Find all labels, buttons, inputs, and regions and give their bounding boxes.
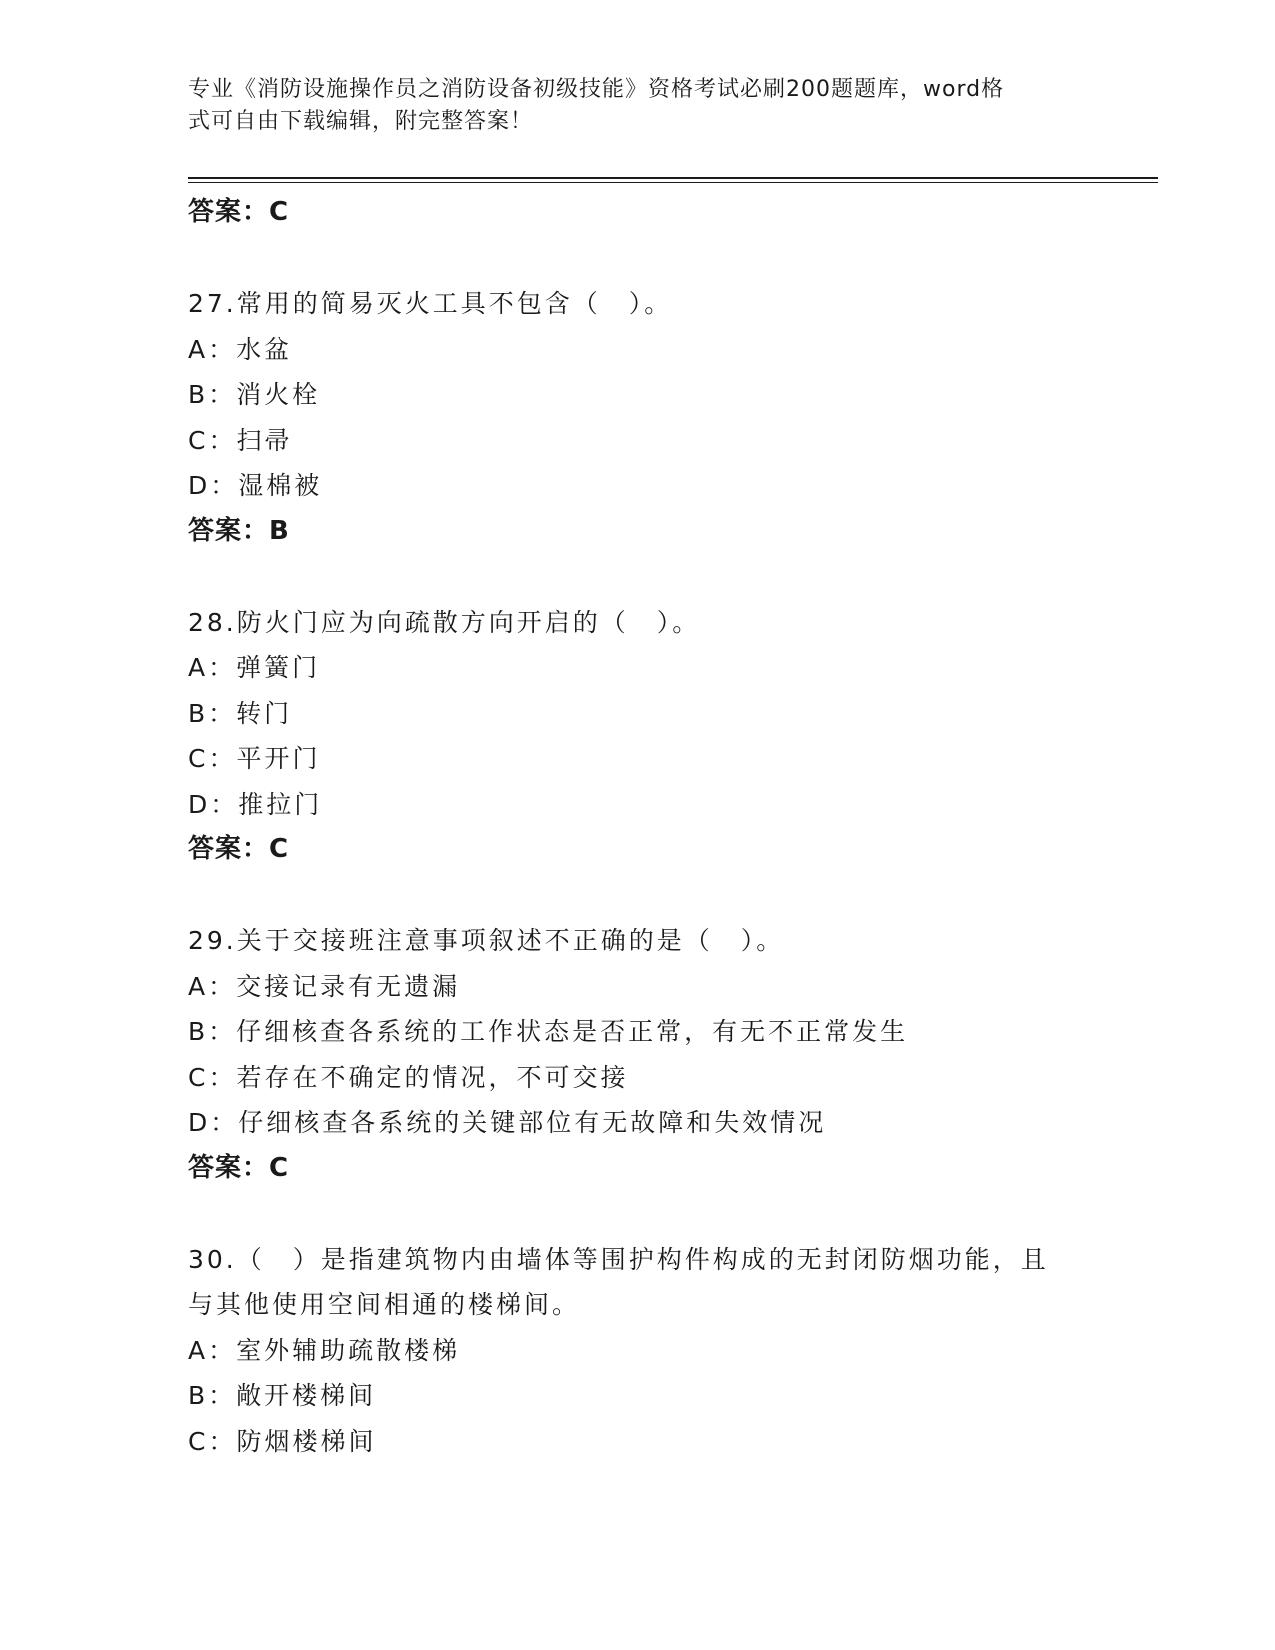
option-c: C：扫帚 (188, 425, 293, 455)
answer-line: 答案：C (188, 1152, 290, 1183)
spacer (188, 1191, 1088, 1237)
header-divider-thick (188, 177, 1158, 179)
document-header (188, 74, 1068, 138)
question-block (188, 281, 1088, 554)
question-block (188, 918, 1088, 1191)
question-stem: 27.常用的简易灭火工具不包含（ ）。 (188, 289, 673, 318)
option-d: D：仔细核查各系统的关键部位有无故障和失效情况 (188, 1108, 827, 1137)
question-stem-line-2: 与其他使用空间相通的楼梯间。 (188, 1290, 581, 1319)
question-block (188, 600, 1088, 873)
option-b: B：消火栓 (188, 380, 321, 409)
option-b: B：敞开楼梯间 (188, 1381, 377, 1410)
answer-line: 答案：C (188, 834, 290, 864)
question-list (188, 190, 1088, 1464)
answer-line: 答案：C (188, 197, 290, 227)
option-a: A：室外辅助疏散楼梯 (188, 1335, 461, 1365)
option-a: A：交接记录有无遗漏 (188, 971, 461, 1001)
option-c: C：平开门 (188, 744, 321, 773)
option-a: A：水盆 (188, 334, 293, 364)
spacer (188, 873, 1088, 919)
question-stem: 29.关于交接班注意事项叙述不正确的是（ ）。 (188, 926, 785, 955)
question-block (188, 1237, 1088, 1465)
option-b: B：转门 (188, 698, 293, 728)
question-stem: 28.防火门应为向疏散方向开启的（ ）。 (188, 607, 701, 637)
header-line-2: 式可自由下载编辑，附完整答案！ (188, 109, 534, 134)
header-line-1: 专业《消防设施操作员之消防设备初级技能》资格考试必刷200题题库，word格 (188, 77, 1005, 102)
option-c: C：防烟楼梯间 (188, 1426, 377, 1456)
option-d: D：推拉门 (188, 789, 323, 819)
header-divider-thin (188, 182, 1158, 183)
answer-line: 答案：B (188, 515, 290, 546)
option-c: C：若存在不确定的情况，不可交接 (188, 1062, 629, 1092)
spacer (188, 554, 1088, 600)
option-b: B：仔细核查各系统的工作状态是否正常，有无不正常发生 (188, 1017, 909, 1046)
spacer (188, 236, 1088, 282)
option-d: D：湿棉被 (188, 471, 323, 500)
question-stem-line-1: 30.（ ）是指建筑物内由墙体等围护构件构成的无封闭防烟功能，且 (188, 1244, 1049, 1274)
option-a: A：弹簧门 (188, 653, 321, 682)
